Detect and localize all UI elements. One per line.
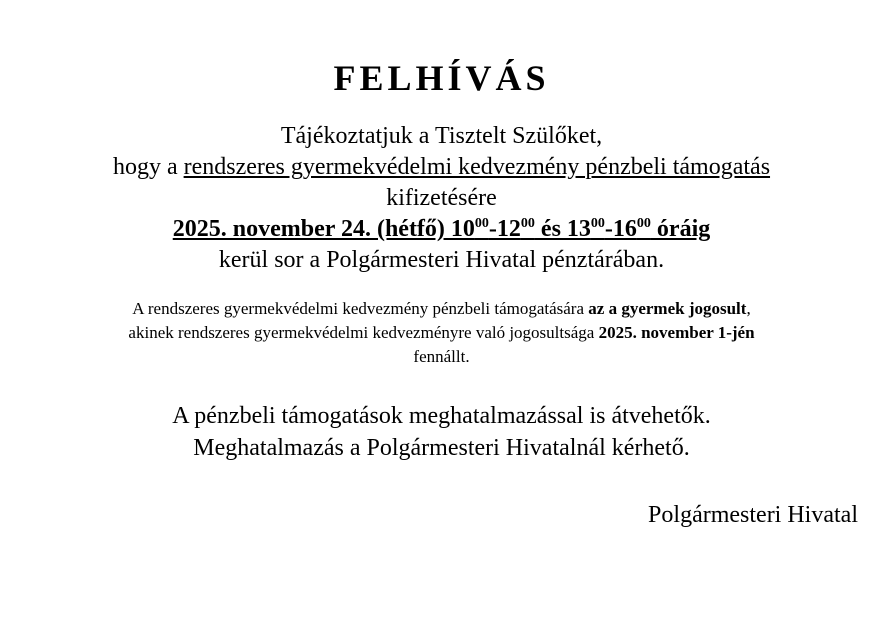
intro-line-1: Tájékoztatjuk a Tisztelt Szülőket, bbox=[280, 123, 603, 149]
date-sup-3: 00 bbox=[590, 216, 605, 231]
date-sup-1: 00 bbox=[474, 216, 489, 231]
eligibility-line-2 bbox=[30, 321, 853, 345]
eligibility-line-1 bbox=[30, 297, 853, 321]
notice-title: FELHÍVÁS bbox=[333, 58, 550, 98]
closing-line-1: A pénzbeli támogatások meghatalmazással is átvehetők. bbox=[172, 403, 711, 429]
benefit-name: rendszeres gyermekvédelmi kedvezmény pénzbeli támogatás bbox=[183, 154, 771, 180]
date-sup-4: 00 bbox=[636, 216, 651, 231]
intro-line-2-prefix: hogy a bbox=[112, 154, 184, 180]
date-text-5: óráig bbox=[650, 216, 711, 242]
date-text-3: és 13 bbox=[534, 216, 591, 242]
date-sup-2: 00 bbox=[520, 216, 535, 231]
eligibility-line-2-text: akinek rendszeres gyermekvédelmi kedvezményre való jogosultsága bbox=[128, 323, 599, 342]
closing-line-2: Meghatalmazás a Polgármesteri Hivatalnál kérhető. bbox=[193, 435, 690, 461]
signature: Polgármesteri Hivatal bbox=[648, 502, 858, 528]
eligibility-block bbox=[30, 297, 853, 369]
closing-block bbox=[0, 400, 883, 464]
intro-line-2 bbox=[0, 152, 883, 183]
intro-line-5: kerül sor a Polgármesteri Hivatal pénztárában. bbox=[218, 247, 665, 273]
eligibility-line-3: fennállt. bbox=[413, 347, 470, 366]
date-text-1: 2025. november 24. (hétfő) 10 bbox=[172, 216, 475, 242]
payment-date bbox=[0, 214, 883, 245]
date-text-2: -12 bbox=[488, 216, 521, 242]
intro-block bbox=[0, 121, 883, 276]
eligibility-line-1-post: , bbox=[746, 299, 751, 318]
eligibility-line-1-text: A rendszeres gyermekvédelmi kedvezmény pénzbeli támogatására bbox=[132, 299, 589, 318]
eligibility-date: 2025. november 1-jén bbox=[598, 323, 755, 342]
intro-line-3: kifizetésére bbox=[386, 185, 497, 211]
eligibility-line-1-bold: az a gyermek jogosult bbox=[588, 299, 747, 318]
date-text-4: -16 bbox=[604, 216, 637, 242]
